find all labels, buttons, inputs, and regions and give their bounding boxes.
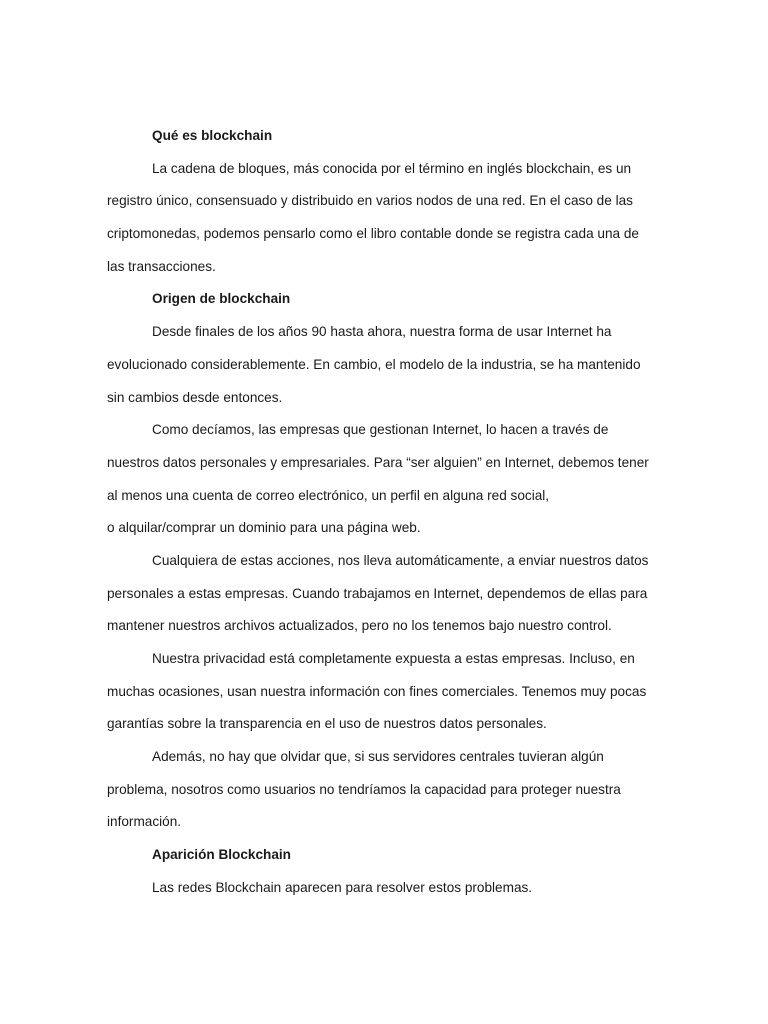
paragraph-line: garantías sobre la transparencia en el uso de nuestros datos personales.	[107, 716, 547, 732]
paragraph-line: las transacciones.	[107, 258, 216, 274]
paragraph-line: personales a estas empresas. Cuando trabajamos en Internet, dependemos de ellas para	[107, 585, 648, 601]
section-heading: Aparición Blockchain	[152, 847, 291, 863]
paragraph-line: sin cambios desde entonces.	[107, 389, 283, 405]
paragraph-line: La cadena de bloques, más conocida por el término en inglés blockchain, es un	[152, 160, 632, 176]
paragraph-line: Como decíamos, las empresas que gestionan Internet, lo hacen a través de	[152, 422, 609, 438]
paragraph-line: Las redes Blockchain aparecen para resolver estos problemas.	[152, 879, 533, 895]
paragraph-line: Nuestra privacidad está completamente expuesta a estas empresas. Incluso, en	[152, 651, 635, 666]
section-heading: Qué es blockchain	[152, 128, 273, 143]
paragraph-line: Cualquiera de estas acciones, nos lleva automáticamente, a enviar nuestros datos	[152, 552, 649, 568]
paragraph-line: mantener nuestros archivos actualizados, pero no los tenemos bajo nuestro control.	[107, 618, 612, 634]
paragraph-line: criptomonedas, podemos pensarlo como el libro contable donde se registra cada una de	[107, 226, 639, 242]
document-body	[107, 127, 663, 912]
paragraph-line: problema, nosotros como usuarios no tendríamos la capacidad para proteger nuestra	[107, 781, 621, 797]
paragraph-line: Desde finales de los años 90 hasta ahora, nuestra forma de usar Internet ha	[152, 324, 612, 340]
paragraph-line: Además, no hay que olvidar que, si sus servidores centrales tuvieran algún	[152, 749, 604, 765]
section-heading: Origen de blockchain	[152, 291, 291, 307]
paragraph-line: muchas ocasiones, usan nuestra información con fines comerciales. Tenemos muy pocas	[107, 683, 647, 699]
paragraph-line: al menos una cuenta de correo electrónico, un perfil en alguna red social,	[107, 487, 550, 503]
paragraph-line: o alquilar/comprar un dominio para una página web.	[107, 520, 421, 536]
paragraph-line: información.	[107, 814, 182, 830]
paragraph-line: evolucionado considerablemente. En cambio, el modelo de la industria, se ha mantenido	[107, 356, 641, 372]
paragraph-line: registro único, consensuado y distribuido en varios nodos de una red. En el caso de las	[107, 193, 633, 209]
paragraph-line: nuestros datos personales y empresariales. Para “ser alguien” en Internet, debemos tener	[107, 454, 649, 470]
